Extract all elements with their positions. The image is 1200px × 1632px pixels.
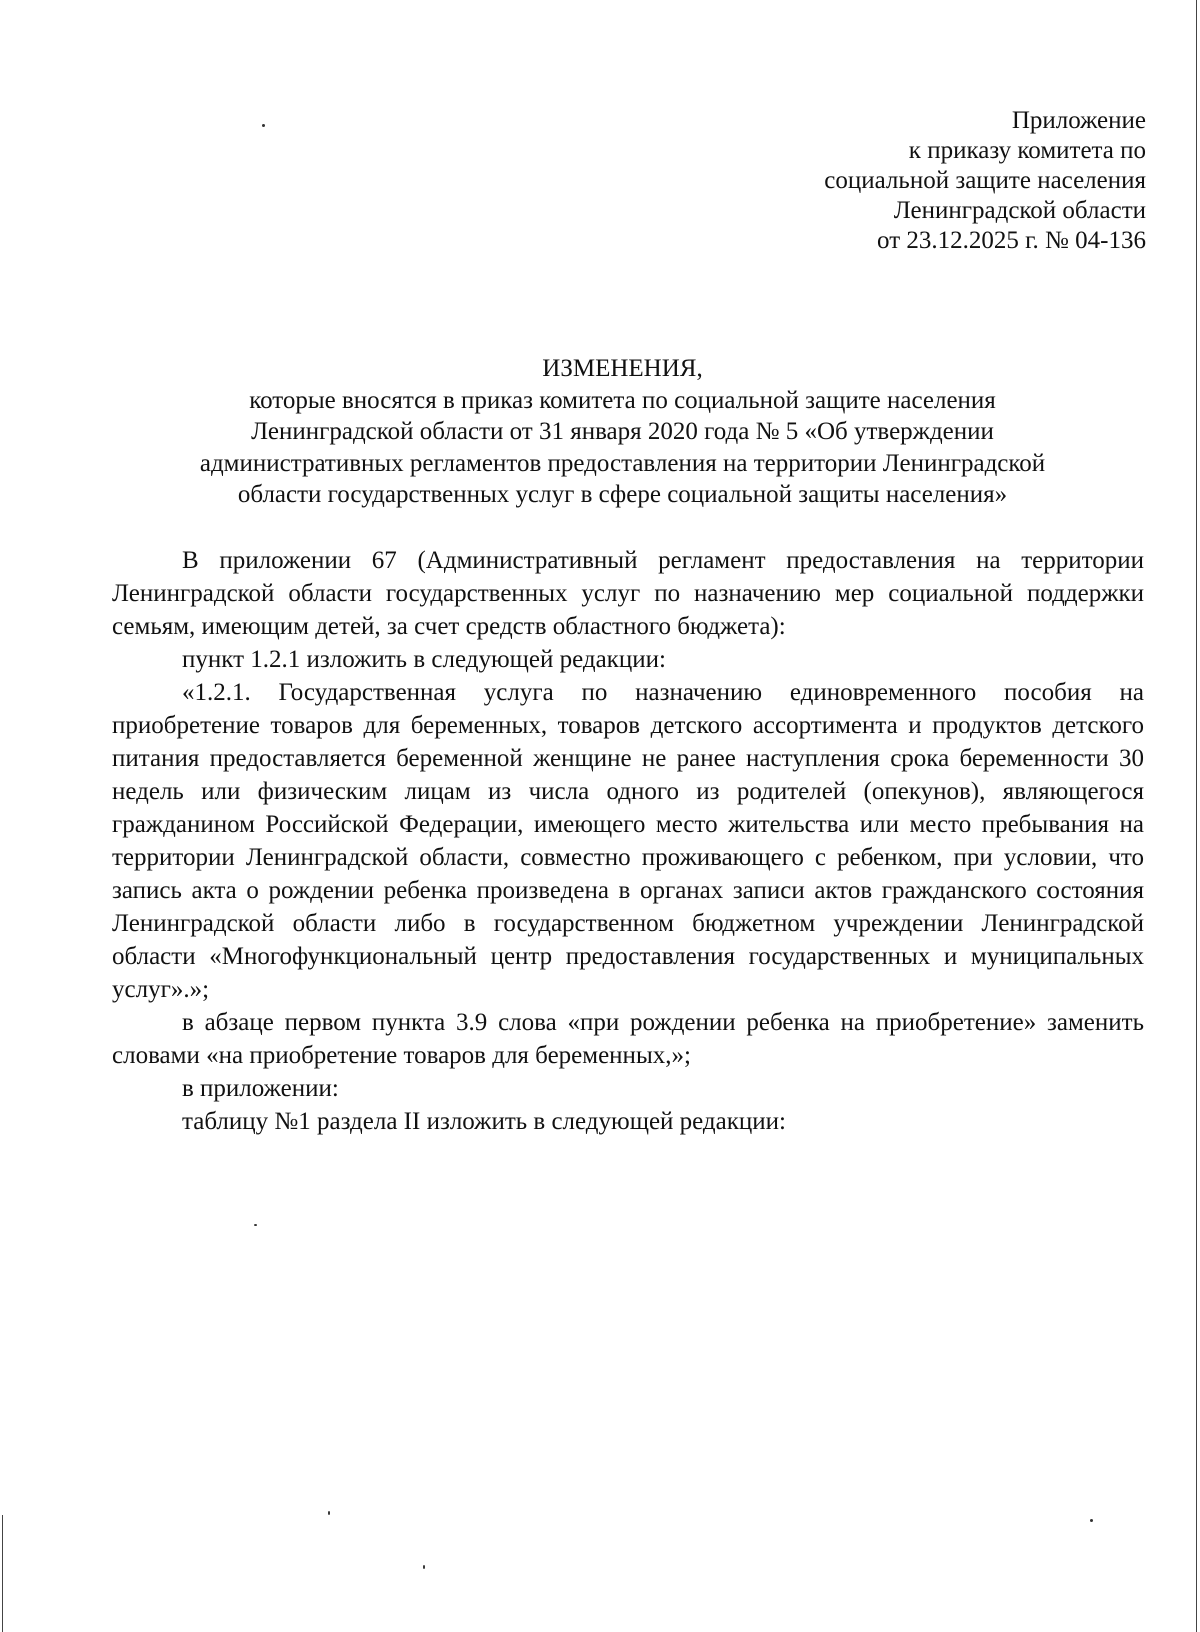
attachment-line: к приказу комитета по (908, 137, 1146, 164)
scan-edge-line (1196, 0, 1197, 1632)
attachment-line: Приложение (1011, 107, 1146, 134)
attachment-date-number: от 23.12.2025 г. № 04-136 (877, 227, 1146, 254)
body-paragraph: в абзаце первом пункта 3.9 слова «при рождении ребенка на приобретение» заменить словами «на приобретение товаров для беременных,»; (112, 1009, 1144, 1069)
body-paragraph: «1.2.1. Государственная услуга по назначению единовременного пособия на приобретение товаров для беременных, товаров детского ассортимента и продуктов детского питания предоставляется беременной женщине не ранее наступления срока беременности 30 недель или физическим лицам из числа одного из родителей (опекунов), являющегося гражданином Российской Федерации, имеющего место жительства или место пребывания на территории Ленинградской области, совместно проживающего с ребенком, при условии, что запись акта о рождении ребенка произведена в органах записи актов гражданского состояния Ленинградской области либо в государственном бюджетном учреждении Ленинградской области «Многофункциональный центр предоставления государственных и муниципальных услуг».»; (112, 679, 1144, 1003)
scan-speck (1090, 1519, 1093, 1522)
document-subtitle-line: Ленинградской области от 31 января 2020 года № 5 «Об утверждении (251, 418, 994, 445)
scan-speck (423, 1565, 425, 1569)
document-subtitle-line: административных регламентов предоставления на территории Ленинградской (199, 449, 1046, 477)
document-title: ИЗМЕНЕНИЯ, (542, 355, 703, 382)
body-paragraph: В приложении 67 (Административный регламент предоставления на территории Ленинградской области государственных услуг по назначению мер социальной поддержки семьям, имеющим детей, за счет средств областного бюджета): (112, 547, 1144, 640)
body-paragraph: таблицу №1 раздела II изложить в следующей редакции: (182, 1108, 786, 1135)
scan-speck (262, 124, 265, 127)
scan-speck (254, 1224, 257, 1226)
attachment-line: Ленинградской области (893, 197, 1146, 224)
attachment-header (824, 106, 1146, 256)
document-subtitle-line: области государственных услуг в сфере социальной защиты населения» (237, 481, 1008, 508)
body-paragraph: пункт 1.2.1 изложить в следующей редакции: (182, 646, 666, 673)
body-paragraph: в приложении: (182, 1075, 339, 1102)
attachment-line: социальной защите населения (824, 167, 1146, 194)
document-body (112, 544, 1144, 1138)
scan-speck (328, 1511, 330, 1515)
document-subtitle-line: которые вносятся в приказ комитета по социальной защите населения (249, 386, 996, 414)
document-heading (100, 353, 1145, 511)
scan-edge-line (2, 1515, 3, 1632)
